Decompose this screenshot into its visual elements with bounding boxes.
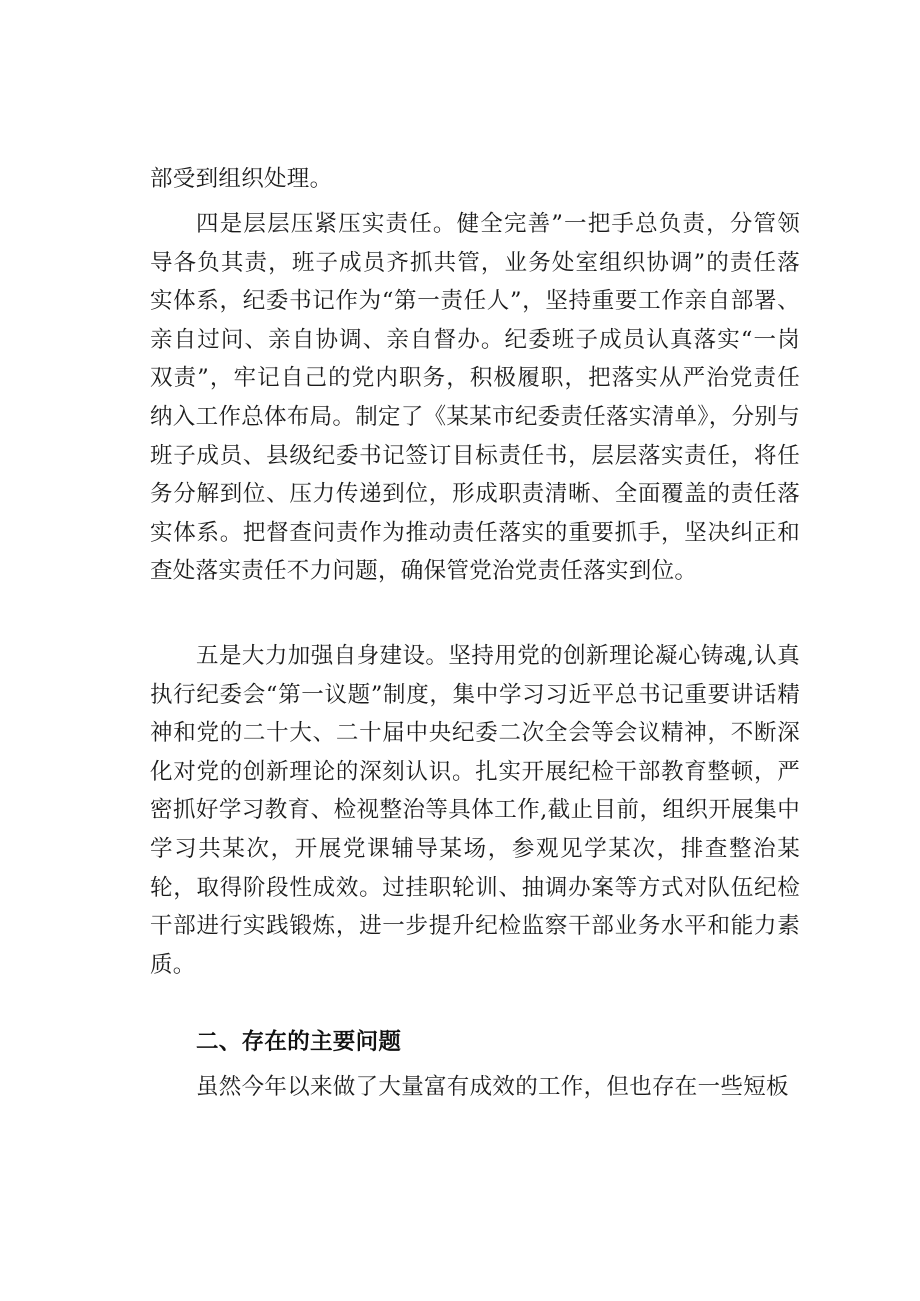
paragraph-text: 五是大力加强自身建设。坚持用党的创新理论凝心铸魂,认真执行纪委会“第一议题”制度，集中学习习近平总书记重要讲话精神和党的二十大、二十届中央纪委二次全会等会议精神，不断深化对党的创新理论的深刻认识。扎实开展纪检干部教育整顿，严密抓好学习教育、检视整治等具体工作,截止目前，组织开展集中学习共某次，开展党课辅导某场，参观见学某次，排查整治某轮，取得阶段性成效。过挂职轮训、抽调办案等方式对队伍纪检干部进行实践锻炼，进一步提升纪检监察干部业务水平和能力素质。 — [150, 643, 800, 978]
paragraph-text: 四是层层压紧压实责任。健全完善”一把手总负责，分管领导各负其责，班子成员齐抓共管，业务处室组织协调”的责任落实体系，纪委书记作为“第一责任人”，坚持重要工作亲自部署、亲自过问、亲自协调、亲自督办。纪委班子成员认真落实“一岗双责”，牢记自己的党内职务，积极履职，把落实从严治党责任纳入工作总体布局。制定了《某某市纪委责任落实清单》，分别与班子成员、县级纪委书记签订目标责任书，层层落实责任，将任务分解到位、压力传递到位，形成职责清晰、全面覆盖的责任落实体系。把督查问责作为推动责任落实的重要抓手，坚决纠正和查处落实责任不力问题，确保管党治党责任落实到位。 — [150, 211, 800, 585]
continued-paragraph-line: 部受到组织处理。 — [150, 166, 333, 192]
section-heading: 二、存在的主要问题 — [196, 1029, 402, 1055]
section-heading-block — [150, 1023, 800, 1062]
paragraph-self-building — [150, 637, 800, 984]
paragraph-responsibility — [150, 205, 800, 591]
paragraph-problems-intro — [150, 1068, 800, 1107]
paragraph-text: 虽然今年以来做了大量富有成效的工作，但也存在一些短板 — [196, 1074, 789, 1100]
document-body-start — [150, 160, 800, 199]
